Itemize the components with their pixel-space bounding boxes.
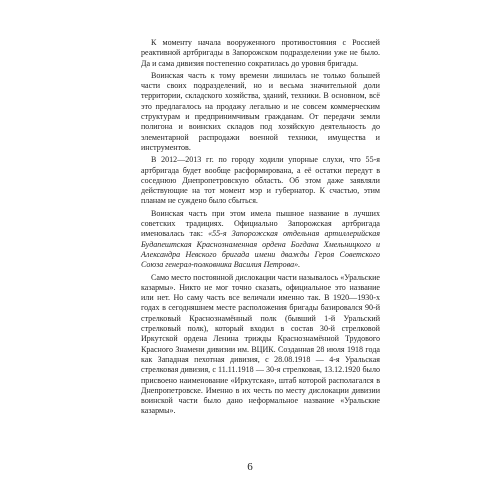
paragraph-text: Само место постоянной дислокации части называлось «Уральские казармы». Никто не мог точно сказать, официальное это название или нет. Но саму часть все величали именно так. В 1920—1930-х годах в сегодняшнем месте расположения бригады базировался 90-й стрелковый Краснознамённый полк (бывший 1-й Уральский стрелковый полк), который входил в состав 30-й стрелковой Иркутской ордена Ленина трижды Краснознамённой Трудового Красного Знамени дивизии им. ВЦИК. Созданная 28 июля 1918 года как Западная пехотная дивизия, с 28.08.1918 — 4-я Уральская стрелковая дивизия, с 11.11.1918 — 30-я стрелковая, 13.12.1920 было присвоено наименование «Иркутская», штаб которой располагался в Днепропетровске. Именно в их честь по месту дислокации дивизии воинской части было дано неформальное название «Уральские казармы». — [141, 272, 380, 416]
page-number: 6 — [247, 461, 253, 473]
brigade-full-name: «55-я Запорожская отдельная артиллерийская Будапештская Краснознаменная ордена Богдана Хмельницкого и Александра Невского бригада имени дважды Героя Советского Союза генерал-полковника Василия Петрова». — [141, 229, 380, 270]
paragraph-text: В 2012—2013 гг. по городу ходили упорные слухи, что 55-я артбригада будет вообще расформирована, а её остатки передут в соседнюю Днепропетровскую область. Об этом даже заявляли действующие на тот момент мэр и губернатор. К счастью, этим планам не суждено было сбыться. — [141, 155, 380, 206]
paragraph-text: К моменту начала вооруженного противостояния с Россией реактивной артбригады в Запорожском подразделении уже не было. Да и сама дивизия постепенно сократилась до уровня бригады. — [141, 38, 380, 68]
paragraph — [141, 209, 380, 271]
paragraph — [141, 38, 380, 69]
paragraph-text: Воинская часть при этом имела пышное название в лучших советских традициях. Официально Запорожская артбригада именовалась так: — [141, 208, 380, 239]
paragraph — [141, 273, 380, 417]
paragraph — [141, 155, 380, 206]
body-text — [141, 38, 380, 417]
paragraph-text: Воинская часть к тому времени лишилась не только большей части своих подразделений, но и весьма значительной доли территории, складского хозяйства, зданий, техники. В основном, всё это предлагалось на продажу легально и не совсем коммерческим структурам и предпринимчивым гражданам. От передачи земли полигона и воинских складов под хозяйскую деятельность до элементарной распродажи военной техники, имущества и инструментов. — [141, 70, 380, 152]
paragraph — [141, 71, 380, 153]
